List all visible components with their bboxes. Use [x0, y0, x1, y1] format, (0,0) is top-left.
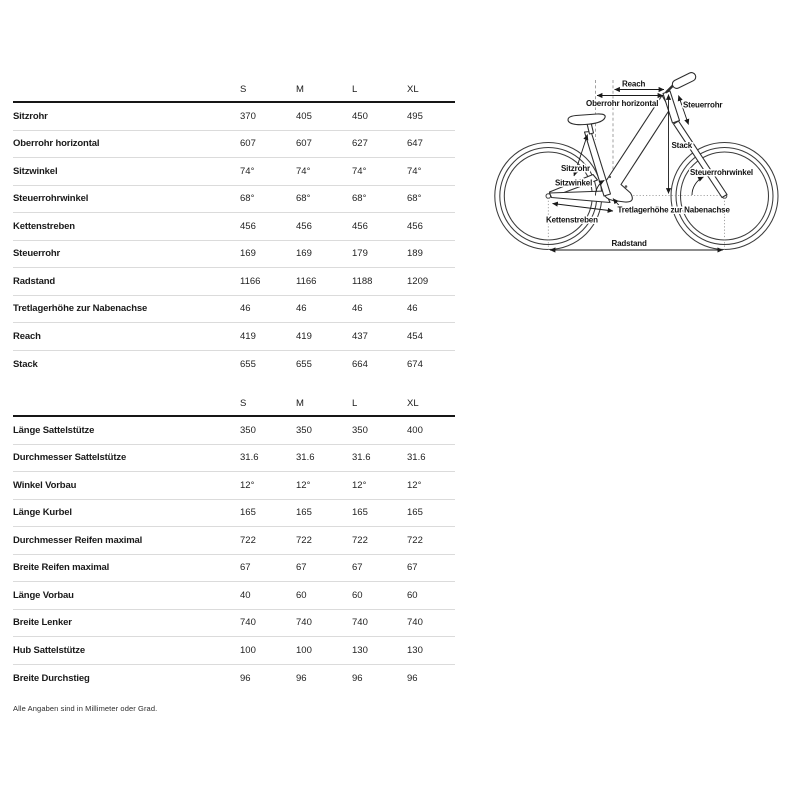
- spec-value-xl: 1209: [407, 275, 429, 287]
- spec-value-xl: 46: [407, 303, 418, 315]
- table-row: [13, 186, 455, 214]
- spec-value-l: 74°: [352, 165, 367, 177]
- table-row: [13, 527, 455, 555]
- spec-value-s: 68°: [240, 193, 255, 205]
- spec-value-l: 12°: [352, 479, 367, 491]
- spec-value-s: 74°: [240, 165, 255, 177]
- saddle: [568, 114, 605, 125]
- spec-value-m: 456: [296, 220, 312, 232]
- table-row: [13, 665, 455, 693]
- table-row: [13, 296, 455, 324]
- table-row: [13, 241, 455, 269]
- size-header-row-components: [13, 391, 455, 417]
- spec-value-l: 68°: [352, 193, 367, 205]
- spec-value-xl: 31.6: [407, 452, 426, 464]
- spec-value-l: 740: [352, 617, 368, 629]
- spec-value-l: 46: [352, 303, 363, 315]
- spec-label: Winkel Vorbau: [13, 479, 77, 491]
- table-row: [13, 131, 455, 159]
- head-angle-label: Steuerrohrwinkel: [690, 168, 753, 177]
- spec-value-l: 179: [352, 248, 368, 260]
- spec-label: Durchmesser Sattelstütze: [13, 452, 127, 464]
- spec-value-m: 405: [296, 110, 312, 122]
- units-footnote: Alle Angaben sind in Millimeter oder Grad.: [13, 704, 158, 713]
- spec-value-m: 722: [296, 534, 312, 546]
- size-header-row-geometry: [13, 78, 455, 103]
- spec-value-s: 100: [240, 644, 256, 656]
- spec-label: Hub Sattelstütze: [13, 644, 86, 656]
- spec-value-m: 1166: [296, 275, 317, 287]
- spec-value-m: 96: [296, 672, 307, 684]
- spec-value-s: 12°: [240, 479, 255, 491]
- spec-value-s: 1166: [240, 275, 261, 287]
- reach-label: Reach: [622, 79, 646, 89]
- spec-value-s: 96: [240, 672, 251, 684]
- col-header-s: S: [240, 84, 247, 95]
- table-row: [13, 637, 455, 665]
- table-row: [13, 445, 455, 473]
- spec-value-xl: 68°: [407, 193, 422, 205]
- spec-value-m: 165: [296, 507, 312, 519]
- spec-value-xl: 400: [407, 424, 423, 436]
- spec-value-xl: 12°: [407, 479, 422, 491]
- spec-value-m: 100: [296, 644, 312, 656]
- spec-value-xl: 189: [407, 248, 423, 260]
- col-header-l: L: [352, 397, 358, 409]
- spec-value-s: 655: [240, 358, 256, 370]
- spec-value-xl: 96: [407, 672, 418, 684]
- table-row: [13, 323, 455, 351]
- stack-label: Stack: [671, 141, 693, 150]
- spec-value-s: 740: [240, 617, 256, 629]
- spec-value-xl: 130: [407, 644, 423, 656]
- spec-value-m: 67: [296, 562, 307, 574]
- spec-value-s: 370: [240, 110, 256, 122]
- spec-value-xl: 67: [407, 562, 418, 574]
- spec-value-s: 165: [240, 507, 256, 519]
- spec-label: Tretlagerhöhe zur Nabenachse: [13, 303, 148, 315]
- spec-value-m: 46: [296, 303, 307, 315]
- spec-value-l: 31.6: [352, 452, 371, 464]
- chainstay-label: Kettenstreben: [546, 215, 598, 225]
- seattube-label: Sitzrohr: [561, 164, 591, 173]
- chain-stay: [550, 191, 611, 203]
- spec-label: Länge Vorbau: [13, 589, 74, 601]
- spec-value-xl: 74°: [407, 165, 422, 177]
- spec-value-xl: 674: [407, 358, 423, 370]
- spec-value-xl: 60: [407, 589, 418, 601]
- spec-value-xl: 740: [407, 617, 423, 629]
- spec-value-l: 664: [352, 358, 368, 370]
- spec-value-xl: 647: [407, 138, 423, 150]
- spec-value-l: 437: [352, 330, 368, 342]
- frame-bolt-dot: [609, 176, 611, 178]
- spec-value-s: 31.6: [240, 452, 259, 464]
- spec-value-l: 1188: [352, 275, 373, 287]
- spec-value-xl: 454: [407, 330, 423, 342]
- spec-label: Kettenstreben: [13, 220, 75, 232]
- bb-drop-label: Tretlagerhöhe zur Nabenachse: [617, 205, 730, 215]
- col-header-m: M: [296, 84, 304, 95]
- col-header-m: M: [296, 397, 304, 409]
- table-row: [13, 500, 455, 528]
- spec-value-s: 67: [240, 562, 251, 574]
- table-row: [13, 103, 455, 131]
- down-tube: [603, 96, 670, 203]
- spec-value-l: 165: [352, 507, 368, 519]
- spec-label: Breite Lenker: [13, 617, 72, 629]
- spec-label: Reach: [13, 330, 41, 342]
- table-row: [13, 610, 455, 638]
- spec-value-l: 722: [352, 534, 368, 546]
- table-row: [13, 472, 455, 500]
- spec-value-m: 68°: [296, 193, 311, 205]
- col-header-xl: XL: [407, 84, 419, 95]
- table-row: [13, 582, 455, 610]
- spec-value-s: 350: [240, 424, 256, 436]
- spec-label: Radstand: [13, 275, 56, 287]
- head-angle-arc: [692, 177, 704, 195]
- col-header-xl: XL: [407, 397, 419, 409]
- spec-label: Länge Sattelstütze: [13, 424, 95, 436]
- spec-value-m: 12°: [296, 479, 311, 491]
- spec-value-l: 130: [352, 644, 368, 656]
- spec-label: Sitzwinkel: [13, 165, 58, 177]
- chainstay-arrow: [553, 204, 614, 212]
- spec-label: Durchmesser Reifen maximal: [13, 534, 143, 546]
- spec-value-s: 419: [240, 330, 256, 342]
- spec-value-m: 74°: [296, 165, 311, 177]
- table-row: [13, 213, 455, 241]
- spec-value-s: 169: [240, 248, 256, 260]
- spec-value-xl: 165: [407, 507, 423, 519]
- headtube-label: Steuerrohr: [683, 100, 723, 110]
- motor-bolt-dot: [625, 185, 628, 188]
- table-row: [13, 351, 455, 379]
- wheelbase-label: Radstand: [611, 239, 647, 248]
- spec-value-s: 607: [240, 138, 256, 150]
- spec-value-xl: 722: [407, 534, 423, 546]
- table-row: [13, 268, 455, 296]
- spec-value-l: 456: [352, 220, 368, 232]
- spec-label: Länge Kurbel: [13, 507, 72, 519]
- geometry-spec-tables: [13, 78, 455, 692]
- spec-value-xl: 456: [407, 220, 423, 232]
- handlebar: [671, 71, 697, 90]
- spec-value-m: 60: [296, 589, 307, 601]
- spec-label: Breite Reifen maximal: [13, 562, 110, 574]
- spec-value-l: 350: [352, 424, 368, 436]
- seat-angle-label: Sitzwinkel: [555, 178, 593, 188]
- spec-value-s: 722: [240, 534, 256, 546]
- spec-value-m: 169: [296, 248, 312, 260]
- table-row: [13, 158, 455, 186]
- spec-label: Steuerrohrwinkel: [13, 193, 89, 205]
- table-row: [13, 555, 455, 583]
- spec-value-s: 46: [240, 303, 251, 315]
- spec-value-l: 450: [352, 110, 368, 122]
- spec-value-s: 40: [240, 589, 251, 601]
- spec-label: Stack: [13, 358, 38, 370]
- spec-value-l: 60: [352, 589, 363, 601]
- spec-value-l: 627: [352, 138, 368, 150]
- spec-value-m: 350: [296, 424, 312, 436]
- spec-value-m: 655: [296, 358, 312, 370]
- spec-label: Sitzrohr: [13, 110, 48, 122]
- table-row: [13, 417, 455, 445]
- spec-value-l: 96: [352, 672, 363, 684]
- spec-value-m: 740: [296, 617, 312, 629]
- spec-value-m: 31.6: [296, 452, 315, 464]
- spec-value-xl: 495: [407, 110, 423, 122]
- col-header-l: L: [352, 84, 358, 95]
- spec-value-m: 607: [296, 138, 312, 150]
- toptube-label: Oberrohr horizontal: [586, 99, 659, 108]
- spec-value-m: 419: [296, 330, 312, 342]
- col-header-s: S: [240, 397, 247, 409]
- spec-label: Oberrohr horizontal: [13, 138, 100, 150]
- spec-value-s: 456: [240, 220, 256, 232]
- spec-label: Breite Durchstieg: [13, 672, 90, 684]
- spec-label: Steuerrohr: [13, 248, 61, 260]
- bike-geometry-diagram: [490, 55, 800, 270]
- spec-value-l: 67: [352, 562, 363, 574]
